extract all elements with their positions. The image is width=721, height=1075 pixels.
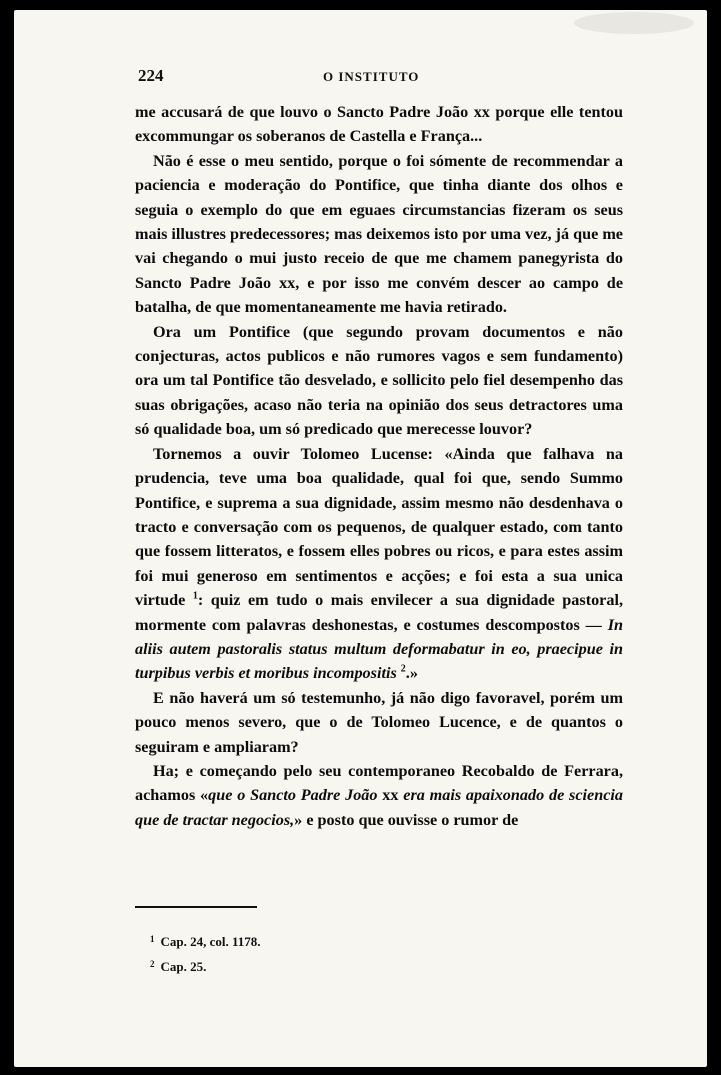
paragraph	[135, 759, 623, 832]
footnote-text: Cap. 25.	[160, 959, 207, 974]
paragraph	[135, 100, 623, 149]
running-title: O INSTITUTO	[323, 69, 420, 84]
footnote-mark: 1	[150, 934, 155, 944]
italic-text: era mais apaixonado de sciencia que de tractar negocios,	[135, 786, 623, 829]
footnote	[150, 953, 590, 978]
italic-text: que o Sancto Padre João	[208, 786, 378, 805]
footnote-rule	[135, 906, 257, 908]
paragraph	[135, 686, 623, 759]
text-run: Ha; e começando pelo seu contemporaneo Recobaldo de Ferrara, achamos «	[135, 761, 623, 805]
scan-smudge	[574, 12, 694, 34]
paragraph	[135, 320, 623, 442]
text-run: Tornemos a ouvir Tolomeo Lucense: «Ainda que falhava na prudencia, teve uma boa qualidade, qual foi que, sendo Summo Pontifice, e suprema a sua dignidade, assim mesmo não desdenhava o tracto e conversação com os pequenos, de qualquer estado, com tanto que fossem litteratos, e fossem elles pobres ou ricos, e para estes assim foi mui generoso em sentimentos e acções; e foi esta a sua unica virtude	[135, 444, 623, 610]
paragraph	[135, 442, 623, 686]
italic-text: In aliis autem pastoralis status multum deformabatur in eo, praecipue in turpibus verbis et moribus incompositis	[135, 615, 623, 683]
page-number: 224	[138, 66, 164, 85]
text-run: me accusará de que louvo o Sancto Padre João xx porque elle tentou excommungar os soberanos de Castella e França...	[135, 103, 623, 146]
text-run: xx	[377, 786, 404, 805]
footnote-text: Cap. 24, col. 1178.	[160, 934, 261, 949]
footnote	[150, 928, 590, 953]
body-text	[135, 100, 623, 832]
footnotes	[150, 928, 590, 978]
text-run: Ora um Pontifice (que segundo provam documentos e não conjecturas, actos publicos e não rumores vagos e sem fundamento) ora um tal Pontifice tão desvelado, e sollicito pelo fiel desempenho das suas obrigações, acaso não teria na opinião dos seus detractores uma só qualidade boa, um só predicado que merecesse louvor?	[135, 322, 623, 439]
text-run: .»	[405, 664, 418, 683]
text-run: : quiz em tudo o mais envilecer a sua dignidade pastoral, mormente com palavras deshonestas, e costumes descompostos —	[135, 591, 624, 634]
footnote-reference: 2	[400, 663, 406, 675]
book-page	[14, 10, 707, 1067]
footnote-mark: 2	[150, 959, 155, 969]
paragraph	[135, 149, 623, 320]
footnote-reference: 1	[192, 590, 198, 602]
text-run: E não haverá um só testemunho, já não digo favoravel, porém um pouco menos severo, que o de Tolomeo Lucence, e de quantos o seguiram e ampliaram?	[135, 688, 623, 756]
page-header	[138, 66, 628, 92]
text-run: » e posto que ouvisse o rumor de	[294, 810, 519, 829]
text-run: Não é esse o meu sentido, porque o foi sómente de recommendar a paciencia e moderação do Pontifice, que tinha diante dos olhos e seguia o exemplo do que em eguaes circumstancias fizeram os seus mais illustres predecessores; mas deixemos isto por uma vez, já que me vai chegando o mui justo receio de que me chamem panegyrista do Sancto Padre João xx, e por isso me convém descer ao campo de batalha, de que momentaneamente me havia retirado.	[135, 151, 623, 317]
